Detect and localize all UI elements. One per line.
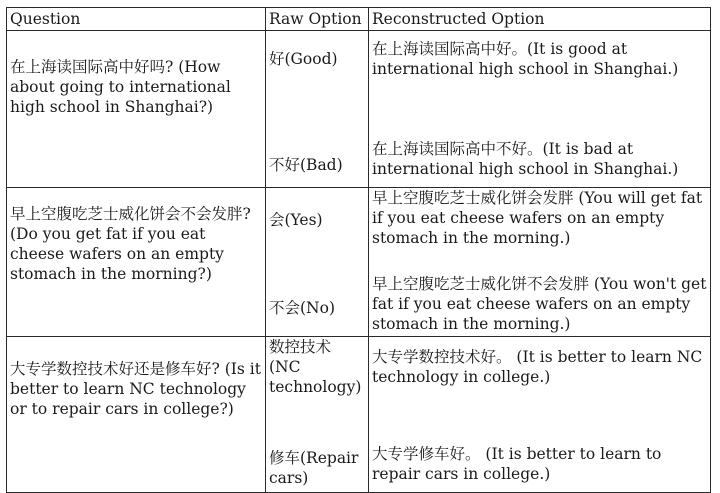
question-cell: 大专学数控技术好还是修车好? (Is it better to learn NC technology or to repair cars in college?) [7,337,266,493]
raw-option-cell [266,188,369,337]
table-row [7,188,711,337]
reconstructed-option-cell [369,188,711,337]
raw-option: 不会(No) [269,299,335,317]
raw-option-cell [266,337,369,493]
header-reconstructed-option: Reconstructed Option [369,8,711,31]
header-raw-option: Raw Option [266,8,369,31]
reconstructed-option: 早上空腹吃芝士威化饼会发胖 (You will get fat if you eat cheese wafers on an empty stomach in the morning.) [372,189,703,247]
header-row [7,8,711,31]
table-container [6,7,710,487]
raw-option-cell [266,31,369,188]
header-question: Question [7,8,266,31]
reconstructed-option-cell [369,337,711,493]
raw-option: 会(Yes) [269,211,323,229]
reconstructed-option: 大专学修车好。 (It is better to learn to repair cars in college.) [372,445,662,483]
raw-option: 数控技术 (NC technology) [269,338,362,396]
raw-option: 修车(Repair cars) [269,449,359,487]
reconstructed-option: 在上海读国际高中好。(It is good at international high school in Shanghai.) [372,40,679,78]
raw-option: 不好(Bad) [269,156,343,174]
question-cell: 早上空腹吃芝士威化饼会不会发胖? (Do you get fat if you eat cheese wafers on an empty stomach in the morning?) [7,188,266,337]
question-option-table [6,7,711,493]
reconstructed-option: 早上空腹吃芝士威化饼不会发胖 (You won't get fat if you eat cheese wafers on an empty stomach in the morning.) [372,275,707,333]
table-row [7,31,711,188]
table-row [7,337,711,493]
raw-option: 好(Good) [269,50,338,68]
question-cell: 在上海读国际高中好吗? (How about going to international high school in Shanghai?) [7,31,266,188]
reconstructed-option: 在上海读国际高中不好。(It is bad at international high school in Shanghai.) [372,140,679,178]
reconstructed-option-cell [369,31,711,188]
reconstructed-option: 大专学数控技术好。 (It is better to learn NC technology in college.) [372,348,703,386]
